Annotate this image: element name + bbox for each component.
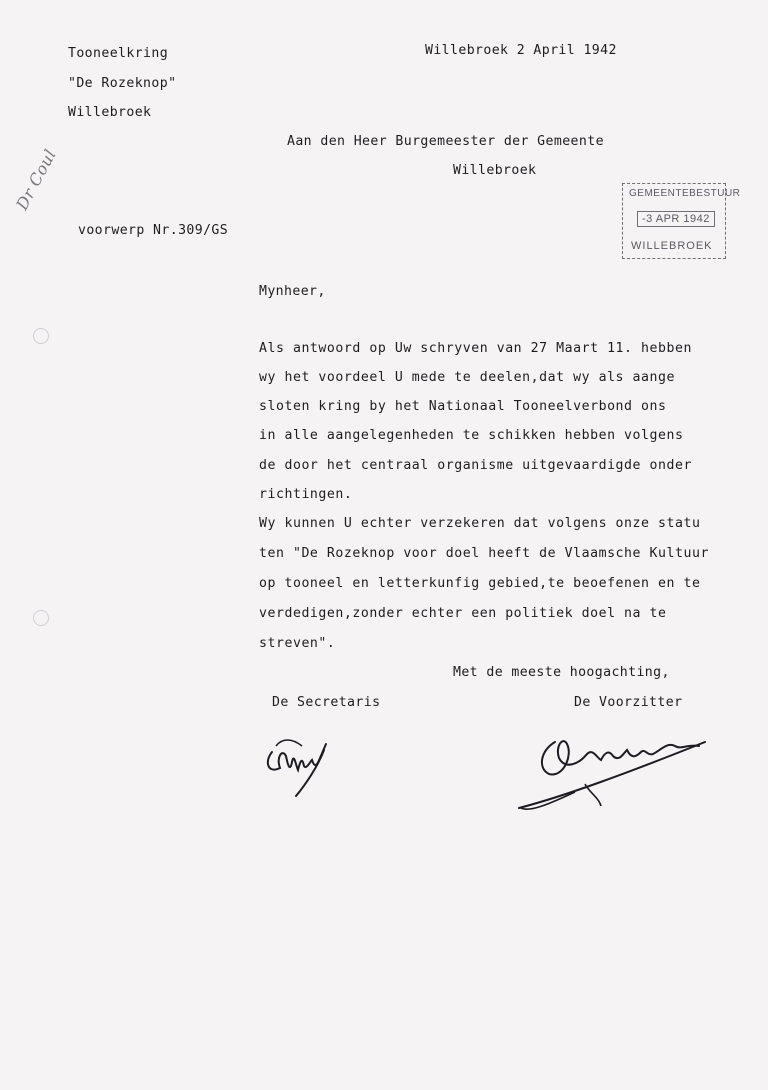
chairman-label: De Voorzitter — [574, 695, 683, 710]
salutation: Mynheer, — [259, 284, 326, 299]
body-line: de door het centraal organisme uitgevaardigde onder — [259, 458, 692, 473]
sender-name: Tooneelkring — [68, 46, 169, 61]
chairman-signature — [515, 712, 715, 822]
stamp-place: WILLEBROEK — [631, 240, 713, 252]
secretary-signature — [262, 722, 352, 802]
stamp-title: GEMEENTEBESTUUR — [629, 188, 741, 199]
body-line: verdedigen,zonder echter een politiek doel na te — [259, 606, 667, 621]
body-line: streven". — [259, 636, 336, 651]
punch-hole — [33, 328, 49, 344]
sender-city: Willebroek — [68, 105, 152, 120]
margin-note: Dr Coul — [12, 146, 60, 213]
recipient-line-1: Aan den Heer Burgemeester der Gemeente — [287, 134, 604, 149]
punch-hole — [33, 610, 49, 626]
stamp-date: -3 APR 1942 — [637, 211, 715, 227]
body-line: sloten kring by het Nationaal Tooneelverbond ons — [259, 399, 667, 414]
closing: Met de meeste hoogachting, — [453, 665, 670, 680]
body-line: wy het voordeel U mede te deelen,dat wy als aange — [259, 370, 675, 385]
subject-reference: voorwerp Nr.309/GS — [78, 223, 229, 238]
letter-date: Willebroek 2 April 1942 — [425, 43, 617, 58]
received-stamp — [622, 183, 741, 259]
body-line: Wy kunnen U echter verzekeren dat volgens onze statu — [259, 516, 701, 531]
body-line: op tooneel en letterkunfig gebied,te beoefenen en te — [259, 576, 701, 591]
sender-org: "De Rozeknop" — [68, 76, 177, 91]
body-line: Als antwoord op Uw schryven van 27 Maart 11. hebben — [259, 341, 692, 356]
recipient-line-2: Willebroek — [453, 163, 537, 178]
secretary-label: De Secretaris — [272, 695, 381, 710]
body-line: richtingen. — [259, 487, 353, 502]
body-line: ten "De Rozeknop voor doel heeft de Vlaamsche Kultuur — [259, 546, 709, 561]
body-line: in alle aangelegenheden te schikken hebben volgens — [259, 428, 684, 443]
